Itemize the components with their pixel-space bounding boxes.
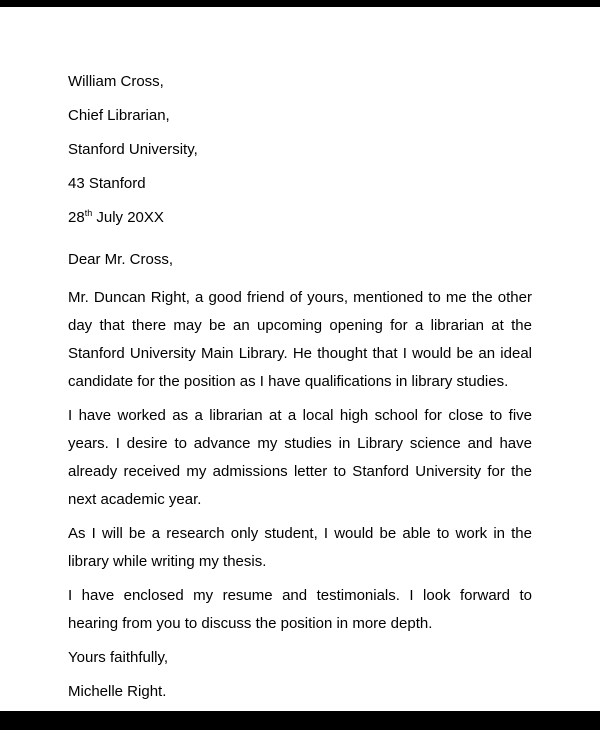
body-paragraph-3: As I will be a research only student, I would be able to work in the library while writing my thesis.	[68, 525, 532, 570]
body-paragraph-2: I have worked as a librarian at a local high school for close to five years. I desire to advance my studies in Library science and have already received my admissions letter to Stanford University for the next academic year.	[68, 407, 532, 508]
top-border-bar	[0, 0, 600, 7]
date-line	[68, 204, 532, 232]
closing-line: Yours faithfully,	[68, 649, 169, 666]
recipient-name-line: William Cross,	[68, 73, 164, 90]
recipient-address-line: 43 Stanford	[68, 175, 146, 192]
salutation-line: Dear Mr. Cross,	[68, 251, 174, 268]
recipient-organization-line: Stanford University,	[68, 141, 198, 158]
signature-line: Michelle Right.	[68, 683, 167, 700]
bottom-border-bar	[0, 711, 600, 730]
body-paragraph-1: Mr. Duncan Right, a good friend of yours, mentioned to me the other day that there may be an upcoming opening for a librarian at the Stanford University Main Library. He thought that I would be an ideal candidate for the position as I have qualifications in library studies.	[68, 289, 532, 390]
date-rest: July 20XX	[92, 209, 164, 226]
recipient-title-line: Chief Librarian,	[68, 107, 170, 124]
date-day: 28	[68, 209, 85, 226]
date-ordinal: th	[84, 208, 93, 218]
body-paragraph-4: I have enclosed my resume and testimonials. I look forward to hearing from you to discuss the position in more depth.	[68, 587, 532, 632]
letter-content	[68, 68, 532, 706]
